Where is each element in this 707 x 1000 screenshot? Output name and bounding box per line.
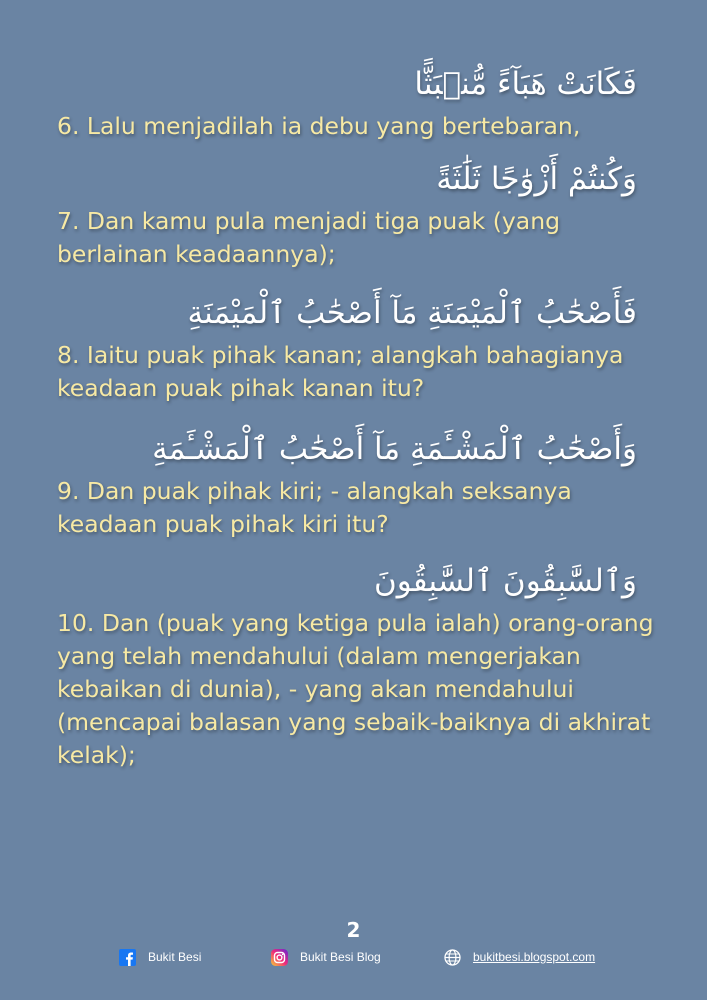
footer-website-link[interactable] [444,946,595,968]
verse-8-arabic: فَأَصْحَٰبُ ٱلْمَيْمَنَةِ مَآ أَصْحَٰبُ ٱلْمَيْمَنَةِ [187,295,637,331]
verse-9 [0,423,707,541]
verse-6 [0,58,707,143]
verse-9-translation: 9. Dan puak pihak kiri; - alangkah seksanya keadaan puak pihak kiri itu? [57,477,572,538]
verse-8 [0,287,707,405]
footer-instagram-label: Bukit Besi Blog [300,950,381,964]
verse-6-arabic: فَكَانَتْ هَبَآءً مُّنۢبَثًّا [414,66,637,102]
globe-icon [444,949,461,966]
facebook-icon [119,949,136,966]
verse-list [0,58,707,772]
verse-6-translation: 6. Lalu menjadilah ia debu yang bertebaran, [57,112,581,140]
footer [0,946,707,968]
footer-facebook-link[interactable] [119,946,201,968]
footer-instagram-link[interactable] [271,946,381,968]
verse-9-arabic: وَأَصْحَٰبُ ٱلْمَشْـَٔمَةِ مَآ أَصْحَٰبُ ٱلْمَشْـَٔمَةِ [152,431,637,467]
verse-10-translation: 10. Dan (puak yang ketiga pula ialah) orang-orang yang telah mendahului (dalam mengerjakan kebaikan di dunia), - yang akan mendahului (mencapai balasan yang sebaik-baiknya di akhirat kelak); [57,609,654,769]
verse-7-translation: 7. Dan kamu pula menjadi tiga puak (yang berlainan keadaannya); [57,207,561,268]
verse-10 [0,555,707,772]
footer-facebook-label: Bukit Besi [148,950,202,964]
verse-8-translation: 8. Iaitu puak pihak kanan; alangkah bahagianya keadaan puak pihak kanan itu? [57,341,624,402]
instagram-icon [271,949,288,966]
page-number: 2 [346,918,361,942]
footer-website-label: bukitbesi.blogspot.com [473,950,596,964]
verse-7-arabic: وَكُنتُمْ أَزْوَٰجًا ثَلَٰثَةً [436,161,637,197]
verse-10-arabic: وَٱلسَّٰبِقُونَ ٱلسَّٰبِقُونَ [374,563,637,599]
verse-7 [0,153,707,271]
